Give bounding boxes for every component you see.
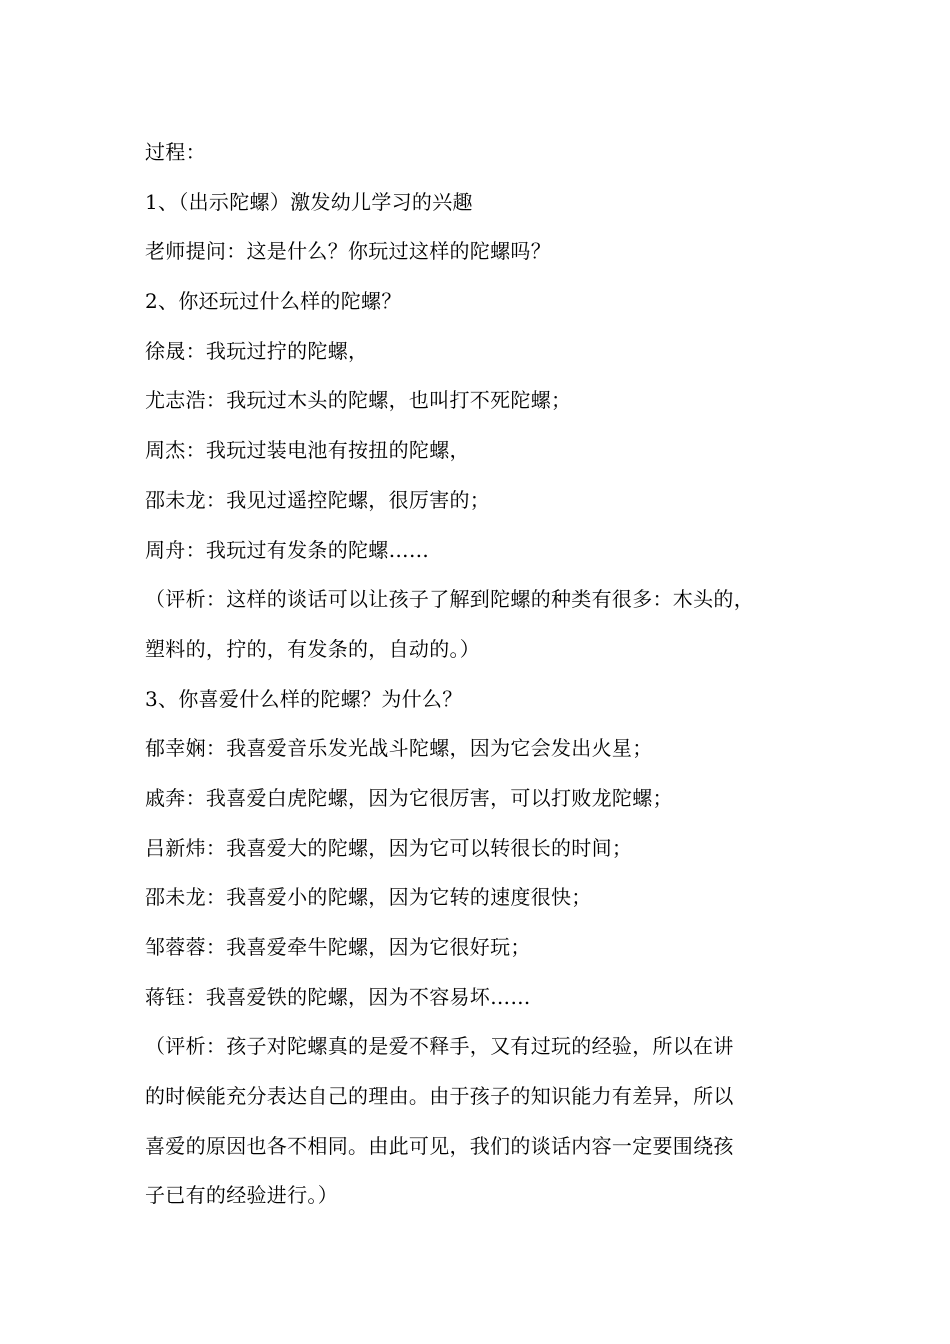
commentary-1-line-1: （评析：这样的谈话可以让孩子了解到陀螺的种类有很多：木头的， <box>145 587 754 612</box>
child-answer-zhou-jie: 周杰：我玩过装电池有按扭的陀螺， <box>145 438 470 463</box>
section-heading-process: 过程： <box>145 140 206 164</box>
child-answer-qi-ben: 戚奔：我喜爱白虎陀螺，因为它很厉害，可以打败龙陀螺； <box>145 785 673 810</box>
child-answer-yu-xingxian: 郁幸娴：我喜爱音乐发光战斗陀螺，因为它会发出火星； <box>145 736 653 761</box>
child-answer-shao-weilong: 邵未龙：我见过遥控陀螺，很厉害的； <box>145 487 491 512</box>
commentary-2-line-2: 的时候能充分表达自己的理由。由于孩子的知识能力有差异，所以 <box>145 1084 734 1109</box>
commentary-2-line-4: 子已有的经验进行。） <box>145 1183 338 1208</box>
teacher-question: 老师提问：这是什么？你玩过这样的陀螺吗？ <box>145 239 551 264</box>
child-answer-you-zhihao: 尤志浩：我玩过木头的陀螺，也叫打不死陀螺； <box>145 388 572 413</box>
commentary-2-line-1: （评析：孩子对陀螺真的是爱不释手，又有过玩的经验，所以在讲 <box>145 1034 734 1059</box>
document-body <box>145 134 845 1227</box>
commentary-1-line-2: 塑料的，拧的，有发条的，自动的。） <box>145 636 481 661</box>
child-answer-zhou-zhou: 周舟：我玩过有发条的陀螺…… <box>145 537 430 562</box>
child-answer-lv-xinwei: 吕新炜：我喜爱大的陀螺，因为它可以转很长的时间； <box>145 835 633 860</box>
child-answer-xu-sheng: 徐晟：我玩过拧的陀螺， <box>145 338 369 363</box>
step-1-heading: 1、（出示陀螺）激发幼儿学习的兴趣 <box>145 189 473 214</box>
commentary-2-line-3: 喜爱的原因也各不相同。由此可见，我们的谈话内容一定要围绕孩 <box>145 1133 734 1158</box>
step-3-heading: 3、你喜爱什么样的陀螺？为什么？ <box>145 686 463 711</box>
child-answer-zou-rongrong: 邹蓉蓉：我喜爱牵牛陀螺，因为它很好玩； <box>145 935 531 959</box>
child-answer-shao-weilong-2: 邵未龙：我喜爱小的陀螺，因为它转的速度很快； <box>145 885 592 910</box>
child-answer-jiang-yu: 蒋钰：我喜爱铁的陀螺，因为不容易坏…… <box>145 984 531 1009</box>
step-2-heading: 2、你还玩过什么样的陀螺？ <box>145 289 402 314</box>
